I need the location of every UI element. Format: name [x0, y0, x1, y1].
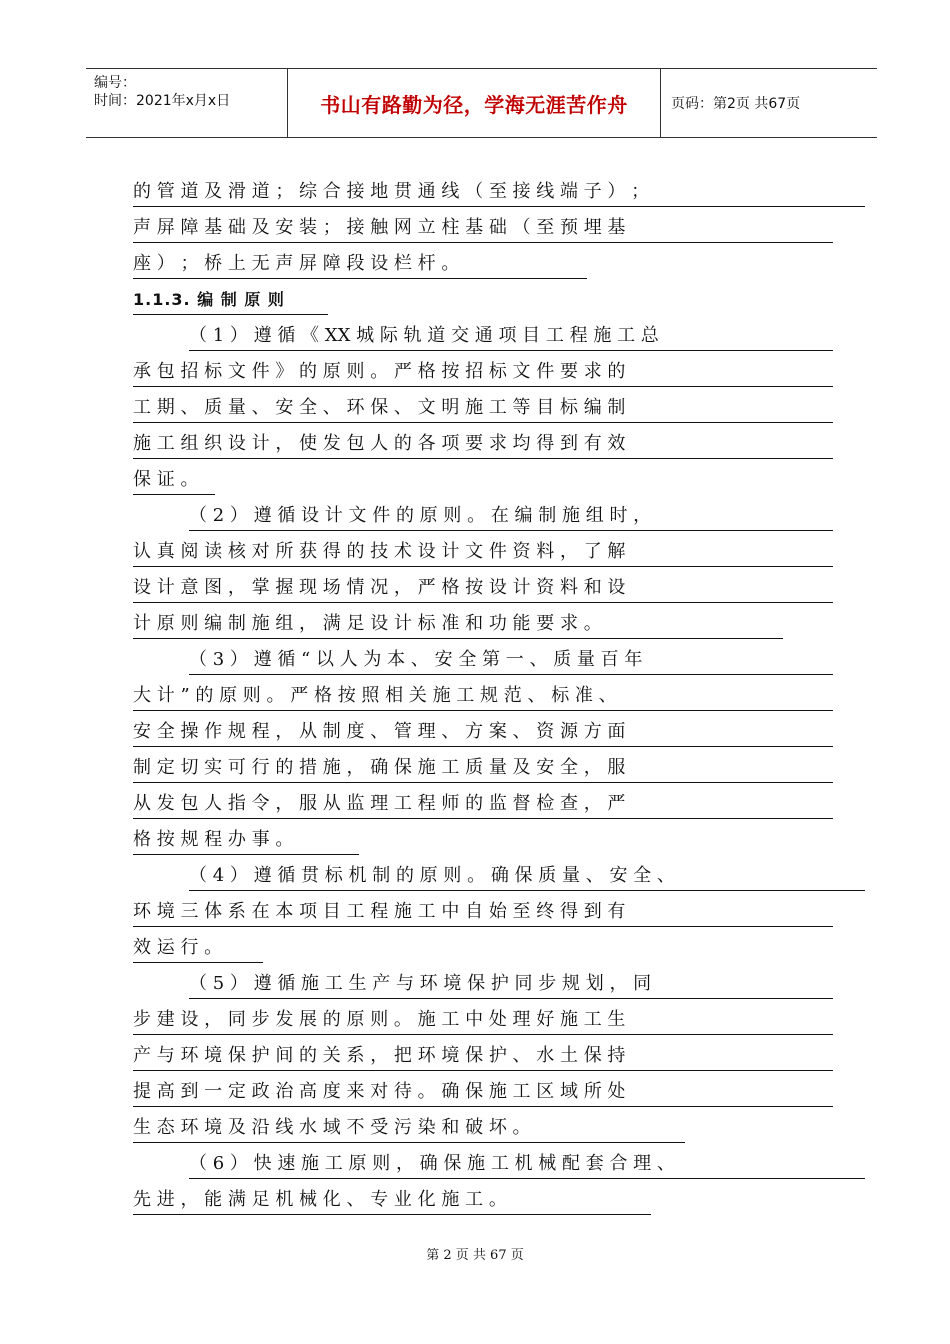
text-line: （ 2 ） 遵 循 设 计 文 件 的 原 则 。 在 编 制 施 组 时 ，	[189, 502, 833, 531]
text-line: （ 3 ） 遵 循 “ 以 人 为 本 、 安 全 第 一 、 质 量 百 年	[189, 646, 833, 675]
text-line: 工 期 、 质 量 、 安 全 、 环 保 、 文 明 施 工 等 目 标 编 制	[133, 394, 833, 423]
text-line: 大 计 ” 的 原 则 。 严 格 按 照 相 关 施 工 规 范 、 标 准 、	[133, 682, 833, 711]
header-page-label: 页码：第2页 共67页	[671, 96, 801, 112]
text-line: 从 发 包 人 指 令 ， 服 从 监 理 工 程 师 的 监 督 检 查 ， 严	[133, 790, 833, 819]
text-line: 效 运 行 。	[133, 934, 263, 963]
text-line: 座 ） ； 桥 上 无 声 屏 障 段 设 栏 杆 。	[133, 250, 587, 279]
time-label: 时间：2021年x月x日	[94, 93, 231, 109]
text-line: （ 1 ） 遵 循 《 XX 城 际 轨 道 交 通 项 目 工 程 施 工 总	[189, 322, 833, 351]
text-line: 认 真 阅 读 核 对 所 获 得 的 技 术 设 计 文 件 资 料 ， 了 解	[133, 538, 833, 567]
text-line: 的 管 道 及 滑 道 ； 综 合 接 地 贯 通 线 （ 至 接 线 端 子 ） ；	[133, 178, 865, 207]
header-meta	[86, 69, 288, 137]
text-line: 安 全 操 作 规 程 ， 从 制 度 、 管 理 、 方 案 、 资 源 方 面	[133, 718, 833, 747]
text-line: （ 6 ） 快 速 施 工 原 则 ， 确 保 施 工 机 械 配 套 合 理 、	[189, 1150, 865, 1179]
text-line: 设 计 意 图 ， 掌 握 现 场 情 况 ， 严 格 按 设 计 资 料 和 设	[133, 574, 833, 603]
page-footer: 第 2 页 共 67 页	[426, 1248, 524, 1263]
text-line: （ 5 ） 遵 循 施 工 生 产 与 环 境 保 护 同 步 规 划 ， 同	[189, 970, 833, 999]
number-label: 编号：	[94, 75, 136, 91]
text-line: 产 与 环 境 保 护 间 的 关 系 ， 把 环 境 保 护 、 水 土 保 持	[133, 1042, 833, 1071]
text-line: （ 4 ） 遵 循 贯 标 机 制 的 原 则 。 确 保 质 量 、 安 全 、	[189, 862, 865, 891]
page-header	[86, 68, 877, 138]
text-line: 步 建 设 ， 同 步 发 展 的 原 则 。 施 工 中 处 理 好 施 工 生	[133, 1006, 833, 1035]
text-line: 承 包 招 标 文 件 》 的 原 则 。 严 格 按 招 标 文 件 要 求 的	[133, 358, 833, 387]
text-line: 提 高 到 一 定 政 治 高 度 来 对 待 。 确 保 施 工 区 域 所 处	[133, 1078, 833, 1107]
text-line: 生 态 环 境 及 沿 线 水 域 不 受 污 染 和 破 坏 。	[133, 1114, 685, 1143]
text-line: 施 工 组 织 设 计 ， 使 发 包 人 的 各 项 要 求 均 得 到 有 效	[133, 430, 833, 459]
text-line: 保 证 。	[133, 466, 215, 495]
text-line: 声 屏 障 基 础 及 安 装 ； 接 触 网 立 柱 基 础 （ 至 预 埋 基	[133, 214, 833, 243]
text-line: 环 境 三 体 系 在 本 项 目 工 程 施 工 中 自 始 至 终 得 到 有	[133, 898, 833, 927]
text-line: 计 原 则 编 制 施 组 ， 满 足 设 计 标 准 和 功 能 要 求 。	[133, 610, 783, 639]
text-line: 制 定 切 实 可 行 的 措 施 ， 确 保 施 工 质 量 及 安 全 ， 服	[133, 754, 833, 783]
header-motto: 书山有路勤为径，学海无涯苦作舟	[288, 69, 661, 137]
text-line: 先 进 ， 能 满 足 机 械 化 、 专 业 化 施 工 。	[133, 1186, 651, 1215]
text-line: 格 按 规 程 办 事 。	[133, 826, 359, 855]
section-heading: 1.1.3. 编 制 原 则	[133, 286, 328, 315]
